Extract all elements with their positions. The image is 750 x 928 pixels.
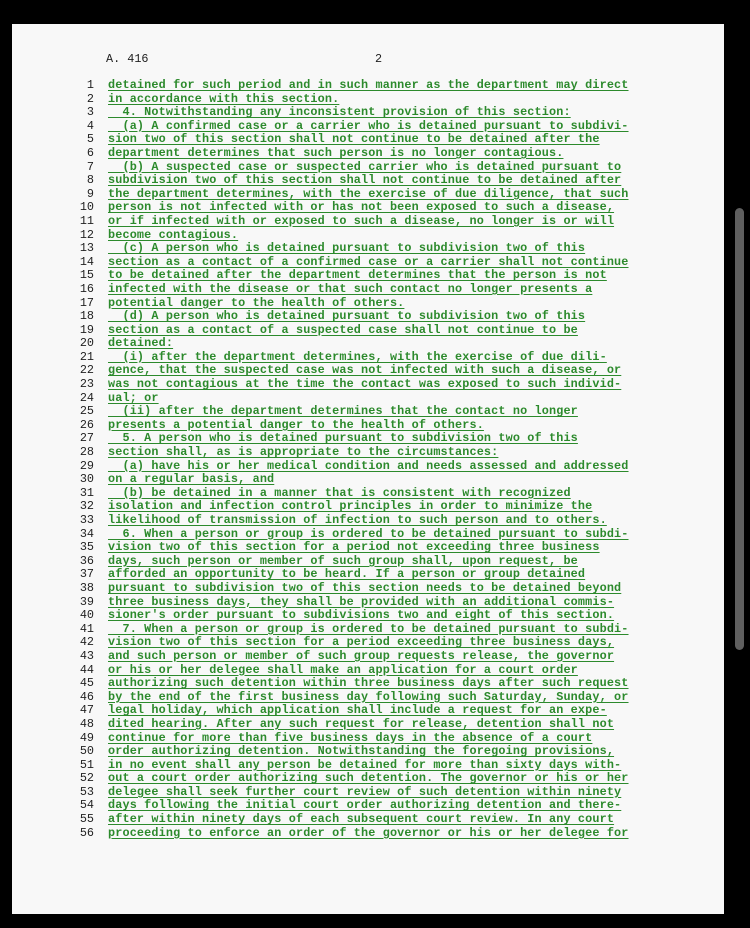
- line-number: 21: [79, 349, 94, 364]
- inserted-text: order authorizing detention. Notwithstanding the foregoing provisions,: [108, 744, 615, 759]
- text-line: [76, 704, 629, 718]
- line-number: 47: [79, 703, 94, 718]
- inserted-text: person is not infected with or has not been exposed to such a disease,: [108, 200, 615, 215]
- inserted-text: potential danger to the health of others.: [108, 295, 405, 310]
- line-number: 18: [79, 309, 94, 324]
- text-line: [76, 405, 629, 419]
- inserted-text: after within ninety days of each subsequent court review. In any court: [108, 812, 615, 827]
- page-number: 2: [375, 52, 383, 66]
- text-line: [76, 772, 629, 786]
- line-number: 22: [79, 363, 94, 378]
- line-number: 29: [79, 458, 94, 473]
- inserted-text: or his or her delegee shall make an application for a court order: [108, 662, 578, 677]
- text-line: [76, 636, 629, 650]
- inserted-text: section as a contact of a confirmed case or a carrier shall not continue: [108, 254, 629, 269]
- inserted-text: 7. When a person or group is ordered to be detained pursuant to subdi-: [108, 621, 629, 636]
- inserted-text: days, such person or member of such group shall, upon request, be: [108, 553, 578, 568]
- text-line: [76, 514, 629, 528]
- line-number: 19: [79, 322, 94, 337]
- text-line: [76, 79, 629, 93]
- text-line: [76, 324, 629, 338]
- line-number: 15: [79, 268, 94, 283]
- inserted-text: ual; or: [108, 390, 159, 405]
- line-number: 16: [79, 281, 94, 296]
- text-line: [76, 609, 629, 623]
- inserted-text: in no event shall any person be detained for more than sixty days with-: [108, 757, 622, 772]
- line-number: 24: [79, 390, 94, 405]
- text-line: [76, 161, 629, 175]
- line-number: 4: [86, 118, 94, 133]
- line-number: 13: [79, 241, 94, 256]
- text-line: [76, 419, 629, 433]
- inserted-text: (a) have his or her medical condition and needs assessed and addressed: [108, 458, 629, 473]
- inserted-text: pursuant to subdivision two of this section needs to be detained beyond: [108, 580, 622, 595]
- text-line: [76, 174, 629, 188]
- line-number: 10: [79, 200, 94, 215]
- text-line: [76, 473, 629, 487]
- inserted-text: legal holiday, which application shall include a request for an expe-: [108, 703, 607, 718]
- inserted-text: three business days, they shall be provided with an additional commis-: [108, 594, 615, 609]
- inserted-text: presents a potential danger to the health of others.: [108, 417, 484, 432]
- line-number: 54: [79, 798, 94, 813]
- line-number: 53: [79, 784, 94, 799]
- inserted-text: subdivision two of this section shall not continue to be detained after: [108, 173, 622, 188]
- inserted-text: (c) A person who is detained pursuant to subdivision two of this: [108, 241, 586, 256]
- text-line: [76, 541, 629, 555]
- line-number: 56: [79, 825, 94, 840]
- inserted-text: department determines that such person is no longer contagious.: [108, 145, 564, 160]
- text-line: [76, 568, 629, 582]
- line-number: 6: [86, 145, 94, 160]
- text-line: [76, 120, 629, 134]
- text-line: [76, 229, 629, 243]
- line-number: 9: [86, 186, 94, 201]
- line-number: 39: [79, 594, 94, 609]
- text-line: [76, 283, 629, 297]
- line-number: 42: [79, 635, 94, 650]
- inserted-text: dited hearing. After any such request for release, detention shall not: [108, 716, 615, 731]
- inserted-text: section shall, as is appropriate to the circumstances:: [108, 445, 499, 460]
- line-number: 20: [79, 336, 94, 351]
- inserted-text: (b) be detained in a manner that is consistent with recognized: [108, 485, 571, 500]
- inserted-text: likelihood of transmission of infection to such person and to others.: [108, 513, 607, 527]
- line-number: 41: [79, 621, 94, 636]
- scrollbar-thumb[interactable]: [735, 208, 744, 650]
- line-number: 49: [79, 730, 94, 745]
- text-line: [76, 297, 629, 311]
- text-line: [76, 718, 629, 732]
- inserted-text: become contagious.: [108, 227, 239, 242]
- inserted-text: (b) A suspected case or suspected carrier who is detained pursuant to: [108, 159, 622, 174]
- line-number: 30: [79, 472, 94, 487]
- inserted-text: (i) after the department determines, with the exercise of due dili-: [108, 349, 607, 364]
- text-line: [76, 337, 629, 351]
- text-line: [76, 759, 629, 773]
- text-line: [76, 392, 629, 406]
- text-line: [76, 133, 629, 147]
- text-line: [76, 650, 629, 664]
- inserted-text: vision two of this section for a period not exceeding three business: [108, 540, 600, 555]
- line-number: 17: [79, 295, 94, 310]
- line-number: 32: [79, 499, 94, 514]
- text-line: [76, 528, 629, 542]
- text-line: [76, 745, 629, 759]
- text-line: [76, 460, 629, 474]
- inserted-text: 6. When a person or group is ordered to be detained pursuant to subdi-: [108, 526, 629, 541]
- text-line: [76, 93, 629, 107]
- line-number: 48: [79, 716, 94, 731]
- line-number: 8: [86, 173, 94, 188]
- line-number: 55: [79, 812, 94, 827]
- inserted-text: in accordance with this section.: [108, 91, 340, 106]
- text-line: [76, 201, 629, 215]
- inserted-text: proceeding to enforce an order of the governor or his or her delegee for: [108, 825, 629, 840]
- line-number: 45: [79, 676, 94, 691]
- inserted-text: the department determines, with the exercise of due diligence, that such: [108, 186, 629, 201]
- inserted-text: detained for such period and in such manner as the department may direct: [108, 78, 629, 92]
- text-line: [76, 487, 629, 501]
- line-number: 2: [86, 91, 94, 106]
- inserted-text: (a) A confirmed case or a carrier who is detained pursuant to subdivi-: [108, 118, 629, 133]
- line-number: 35: [79, 540, 94, 555]
- inserted-text: afforded an opportunity to be heard. If a person or group detained: [108, 567, 586, 582]
- text-line: [76, 310, 629, 324]
- text-line: [76, 786, 629, 800]
- inserted-text: isolation and infection control principles in order to minimize the: [108, 499, 593, 514]
- text-line: [76, 691, 629, 705]
- text-line: [76, 147, 629, 161]
- line-number: 27: [79, 431, 94, 446]
- line-number: 23: [79, 377, 94, 392]
- line-number: 26: [79, 417, 94, 432]
- text-line: [76, 582, 629, 596]
- inserted-text: section as a contact of a suspected case shall not continue to be: [108, 322, 578, 337]
- inserted-text: and such person or member of such group requests release, the governor: [108, 648, 615, 663]
- line-number: 36: [79, 553, 94, 568]
- inserted-text: vision two of this section for a period exceeding three business days,: [108, 635, 615, 650]
- inserted-text: authorizing such detention within three business days after such request: [108, 676, 629, 691]
- text-line: [76, 732, 629, 746]
- inserted-text: gence, that the suspected case was not infected with such a disease, or: [108, 363, 622, 378]
- text-line: [76, 351, 629, 365]
- line-number: 7: [86, 159, 94, 174]
- line-number: 5: [86, 132, 94, 147]
- text-line: [76, 813, 629, 827]
- line-number: 11: [79, 213, 94, 228]
- text-line: [76, 256, 629, 270]
- inserted-text: infected with the disease or that such contact no longer presents a: [108, 281, 593, 296]
- inserted-text: detained:: [108, 336, 174, 351]
- text-line: [76, 623, 629, 637]
- line-number: 25: [79, 404, 94, 419]
- inserted-text: out a court order authorizing such detention. The governor or his or her: [108, 771, 629, 786]
- inserted-text: 5. A person who is detained pursuant to subdivision two of this: [108, 431, 578, 446]
- line-number: 34: [79, 526, 94, 541]
- line-number: 28: [79, 445, 94, 460]
- inserted-text: 4. Notwithstanding any inconsistent provision of this section:: [108, 105, 571, 120]
- text-line: [76, 106, 629, 120]
- text-line: [76, 555, 629, 569]
- text-line: [76, 677, 629, 691]
- line-number: 43: [79, 648, 94, 663]
- inserted-text: delegee shall seek further court review of such detention within ninety: [108, 784, 622, 799]
- line-number: 38: [79, 580, 94, 595]
- inserted-text: by the end of the first business day following such Saturday, Sunday, or: [108, 689, 629, 704]
- text-line: [76, 799, 629, 813]
- inserted-text: was not contagious at the time the contact was exposed to such individ-: [108, 377, 622, 392]
- line-number: 33: [79, 513, 94, 527]
- inserted-text: sion two of this section shall not continue to be detained after the: [108, 132, 600, 147]
- text-line: [76, 596, 629, 610]
- line-number: 37: [79, 567, 94, 582]
- text-line: [76, 269, 629, 283]
- inserted-text: on a regular basis, and: [108, 472, 275, 487]
- inserted-text: (ii) after the department determines that the contact no longer: [108, 404, 578, 419]
- inserted-text: days following the initial court order authorizing detention and there-: [108, 798, 622, 813]
- inserted-text: to be detained after the department determines that the person is not: [108, 268, 607, 283]
- text-line: [76, 215, 629, 229]
- line-number: 1: [86, 78, 94, 92]
- text-line: [76, 364, 629, 378]
- bill-text-body: [76, 79, 629, 840]
- text-line: [76, 188, 629, 202]
- line-number: 14: [79, 254, 94, 269]
- line-number: 51: [79, 757, 94, 772]
- inserted-text: or if infected with or exposed to such a disease, no longer is or will: [108, 213, 615, 228]
- inserted-text: (d) A person who is detained pursuant to subdivision two of this: [108, 309, 586, 324]
- line-number: 12: [79, 227, 94, 242]
- text-line: [76, 378, 629, 392]
- text-line: [76, 242, 629, 256]
- line-number: 31: [79, 485, 94, 500]
- line-number: 52: [79, 771, 94, 786]
- bill-id: A. 416: [106, 52, 149, 66]
- inserted-text: sioner's order pursuant to subdivisions two and eight of this section.: [108, 608, 615, 623]
- text-line: [76, 446, 629, 460]
- line-number: 46: [79, 689, 94, 704]
- line-number: 50: [79, 744, 94, 759]
- line-number: 44: [79, 662, 94, 677]
- text-line: [76, 664, 629, 678]
- line-number: 3: [86, 105, 94, 120]
- text-line: [76, 500, 629, 514]
- text-line: [76, 432, 629, 446]
- line-number: 40: [79, 608, 94, 623]
- inserted-text: continue for more than five business days in the absence of a court: [108, 730, 593, 745]
- text-line: [76, 827, 629, 841]
